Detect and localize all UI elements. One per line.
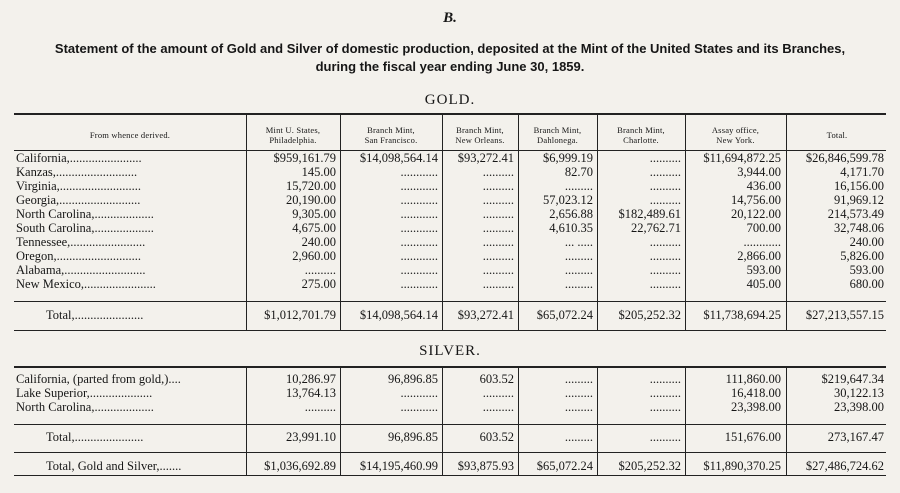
silver-section-title: SILVER. [419,343,481,359]
header-mint-philadelphia: Mint U. States, Philadelphia. [265,125,321,145]
silver-row-lake-superior: Lake Superior,.................... 13,764.13 ............ .......... ......... .......... 16,418.00 30,122.13 [16,386,884,400]
header-branch-charlotte: Branch Mint, Charlotte. [617,125,665,145]
header-branch-dahlonega: Branch Mint, Dahlonega. [533,125,582,145]
silver-row-california: California, (parted from gold,).... 10,286.97 96,896.85 603.52 ......... .......... 111,860.00 $219,647.34 [16,372,884,386]
table-bottom-rule [14,475,886,476]
gold-row-oregon: Oregon,........................... 2,960.00 ............ .......... ......... .......... 2,866.00 5,826.00 [16,249,884,263]
statement-title [0,40,900,76]
grand-total-row: Total, Gold and Silver,....... $1,036,692.89 $14,195,460.99 $93,875.93 $65,072.24 $205,252.32 $11,890,370.25 $27,486,724.62 [46,459,884,473]
gold-row-south-carolina: South Carolina,................... 4,675.00 ............ .......... 4,610.35 22,762.71 700.00 32,748.06 [16,221,884,235]
header-branch-san-francisco: Branch Mint, San Francisco. [364,125,418,145]
grand-total-rule [14,452,886,453]
silver-total-row: Total,...................... 23,991.10 96,896.85 603.52 ......... .......... 151,676.00 273,167.47 [46,430,884,444]
gold-row-virginia: Virginia,.......................... 15,720.00 ............ .......... ......... .......... 436.00 16,156.00 [16,179,884,193]
header-total: Total. [826,130,848,140]
gold-row-north-carolina: North Carolina,................... 9,305.00 ............ .......... 2,656.88 $182,489.61 20,122.00 214,573.49 [16,207,884,221]
silver-total-rule [14,424,886,425]
statement-line-2: during the fiscal year ending June 30, 1859. [315,59,585,74]
header-branch-new-orleans: Branch Mint, New Orleans. [455,125,505,145]
gold-bottom-rule [14,330,886,331]
gold-total-rule [14,301,886,302]
page-letter: B. [443,10,457,26]
table-top-rule [14,113,886,115]
gold-row-tennessee: Tennessee,........................ 240.00 ............ .......... ... ..... .......... ............ 240.00 [16,235,884,249]
gold-row-alabama: Alabama,.......................... .......... ............ .......... ......... .......... 593.00 593.00 [16,263,884,277]
gold-row-georgia: Georgia,.......................... 20,190.00 ............ .......... 57,023.12 .......... 14,756.00 91,969.12 [16,193,884,207]
gold-row-kanzas: Kanzas,.......................... 145.00 ............ .......... 82.70 .......... 3,944.00 4,171.70 [16,165,884,179]
gold-section-title: GOLD. [424,92,476,108]
header-from-whence: From whence derived. [89,130,171,140]
gold-row-california: California,....................... $959,161.79 $14,098,564.14 $93,272.41 $6,999.19 .......... $11,694,872.25 $26,846,599.78 [16,151,884,165]
statement-line-1: Statement of the amount of Gold and Silver of domestic production, deposited at the Mint of the United States and its Branches, [54,41,846,56]
silver-row-north-carolina: North Carolina,................... .......... ............ .......... ......... .......... 23,398.00 23,398.00 [16,400,884,414]
header-assay-office-new-york: Assay office, New York. [711,125,760,145]
gold-total-row: Total,...................... $1,012,701.79 $14,098,564.14 $93,272.41 $65,072.24 $205,252.32 $11,738,694.25 $27,213,557.15 [46,308,884,322]
gold-row-new-mexico: New Mexico,....................... 275.00 ............ .......... ......... .......... 405.00 680.00 [16,277,884,291]
silver-top-rule [14,366,886,368]
